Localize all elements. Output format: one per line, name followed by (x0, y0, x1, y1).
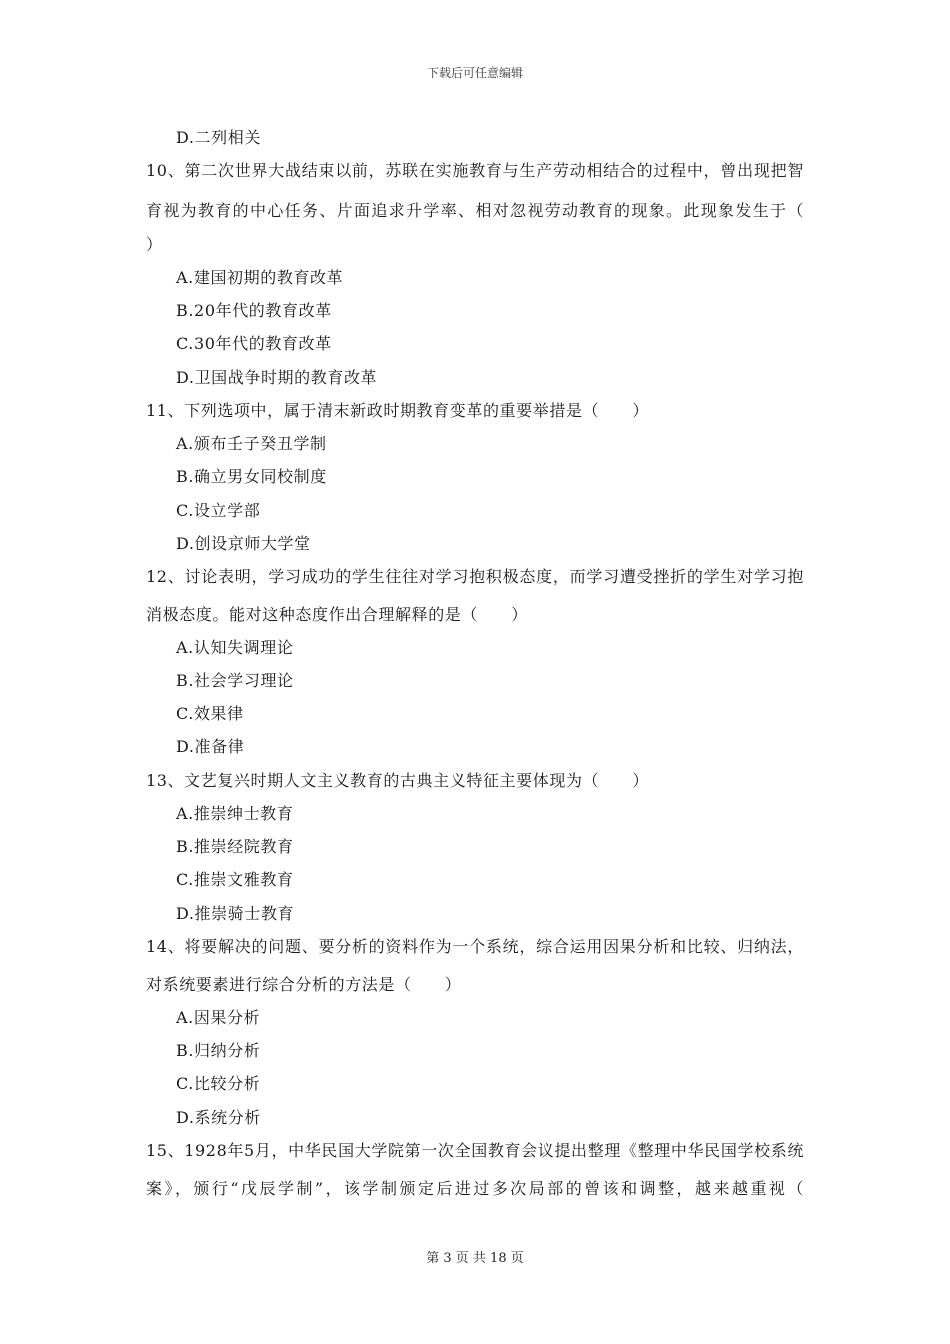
question-text: 对系统要素进行综合分析的方法是（ ） (146, 975, 462, 994)
option-text: D.二列相关 (176, 128, 261, 147)
question-text: 14、将要解决的问题、要分析的资料作为一个系统，综合运用因果分析和比较、归纳法， (146, 937, 804, 956)
option-text: D.卫国战争时期的教育改革 (176, 368, 378, 387)
question-text: 消极态度。能对这种态度作出合理解释的是（ ） (146, 605, 528, 624)
option-text: D.创设京师大学堂 (176, 534, 311, 553)
option-text: B.归纳分析 (176, 1041, 261, 1060)
option-text: A.建国初期的教育改革 (176, 268, 344, 287)
question-text: 10、第二次世界大战结束以前，苏联在实施教育与生产劳动相结合的过程中，曾出现把智 (146, 161, 804, 180)
option-text: C.设立学部 (176, 501, 261, 520)
option-text: D.准备律 (176, 737, 245, 756)
page-footer: 第 3 页 共 18 页 (426, 1251, 524, 1266)
question-text: 12、讨论表明，学习成功的学生往往对学习抱积极态度，而学习遭受挫折的学生对学习抱 (146, 567, 804, 586)
question-text: 育视为教育的中心任务、片面追求升学率、相对忽视劳动教育的现象。此现象发生于（ (146, 201, 804, 220)
option-text: B.推崇经院教育 (176, 837, 294, 856)
page-header: 下载后可任意编辑 (426, 66, 523, 80)
question-text: 13、文艺复兴时期人文主义教育的古典主义特征主要体现为（ ） (146, 771, 649, 790)
option-text: C.效果律 (176, 704, 244, 723)
question-text: 15、1928年5月，中华民国大学院第一次全国教育会议提出整理《整理中华民国学校系统 (146, 1141, 804, 1160)
option-text: B.社会学习理论 (176, 671, 294, 690)
option-text: A.推崇绅士教育 (176, 804, 294, 823)
option-text: C.推崇文雅教育 (176, 870, 294, 889)
option-text: A.颁布壬子癸丑学制 (176, 434, 327, 453)
question-text: 11、下列选项中，属于清末新政时期教育变革的重要举措是（ ） (146, 401, 649, 420)
option-text: C.30年代的教育改革 (176, 334, 332, 353)
option-text: D.推崇骑士教育 (176, 904, 295, 923)
option-text: B.确立男女同校制度 (176, 467, 327, 486)
question-text: 案》，颁行“戊辰学制”，该学制颁定后进过多次局部的曾该和调整，越来越重视（ (146, 1179, 804, 1198)
option-text: D.系统分析 (176, 1108, 261, 1127)
option-text: A.因果分析 (176, 1008, 261, 1027)
option-text: C.比较分析 (176, 1074, 261, 1093)
question-text: ） (146, 235, 163, 254)
option-text: A.认知失调理论 (176, 638, 294, 657)
option-text: B.20年代的教育改革 (176, 301, 332, 320)
